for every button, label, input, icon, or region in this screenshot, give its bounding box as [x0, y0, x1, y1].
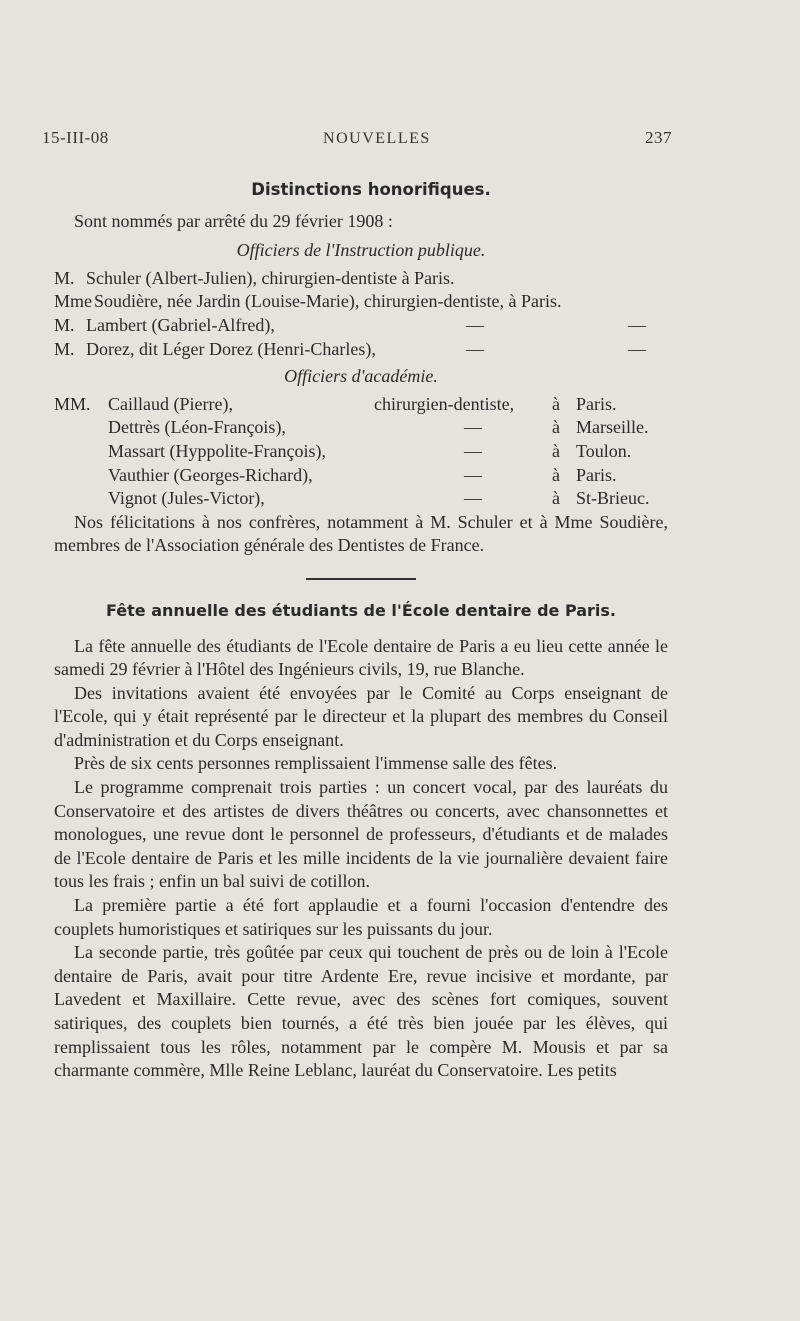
header-title: NOUVELLES: [323, 130, 431, 147]
paragraph: Des invitations avaient été envoyées par le Comité au Corps enseignant de l'Ecole, qui y était représenté par le directeur et la plupart des membres du Conseil d'administration et du Corps enseignant.: [54, 682, 668, 750]
city-preposition: à: [552, 393, 560, 414]
honoree-prefix: MM.: [54, 393, 91, 414]
list-item: [54, 464, 668, 488]
list-officiers-academie: [54, 393, 668, 511]
section-divider: [306, 578, 416, 580]
city-preposition: à: [552, 417, 560, 438]
list-item: [54, 440, 668, 464]
honoree-text: Schuler (Albert-Julien), chirurgien-dentiste à Paris.: [86, 267, 455, 288]
section-title-fete: Fête annuelle des étudiants de l'École dentaire de Paris.: [105, 600, 617, 620]
list-instruction-publique: [54, 267, 668, 361]
intro-line: Sont nommés par arrêté du 29 février 1908 :: [74, 210, 393, 231]
article-body: [54, 178, 668, 1083]
subheading-officiers-academie: Officiers d'académie.: [284, 366, 438, 387]
paragraph: Près de six cents personnes remplissaient l'immense salle des fêtes.: [74, 753, 558, 774]
honoree-city: Toulon.: [576, 440, 632, 461]
list-item: [54, 314, 668, 338]
running-header: [42, 128, 672, 148]
page-number: 237: [645, 128, 672, 147]
honoree-profession: —: [464, 488, 482, 509]
fete-paragraphs: [54, 635, 668, 1083]
honoree-profession: chirurgien-dentiste,: [374, 393, 515, 414]
honoree-profession: —: [464, 417, 482, 438]
honoree-city: St-Brieuc.: [576, 488, 650, 509]
paragraph: Le programme comprenait trois parties : un concert vocal, par des lauréats du Conservatoire et des artistes de divers théâtres ou concerts, avec chansonnettes et monologues, une revue dont le personnel de professeurs, d'étudiants et de malades de l'Ecole dentaire de Paris et les mille incidents de la vie journalière devaient faire tous les frais ; enfin un bal suivi de cotillon.: [54, 777, 668, 892]
honoree-city: Paris.: [576, 464, 617, 485]
list-item: [54, 487, 668, 511]
honoree-name: Dettrès (Léon-François),: [108, 417, 286, 438]
honoree-text: Soudière, née Jardin (Louise-Marie), chirurgien-dentiste, à Paris.: [94, 291, 562, 312]
ditto-mark: —: [628, 338, 646, 359]
honoree-prefix: M.: [54, 314, 75, 335]
ditto-mark: —: [466, 338, 484, 359]
issue-date: 15-III-08: [42, 128, 109, 147]
honoree-city: Marseille.: [576, 417, 649, 438]
city-preposition: à: [552, 440, 560, 461]
honoree-text: Lambert (Gabriel-Alfred),: [86, 314, 275, 335]
honoree-name: Vauthier (Georges-Richard),: [108, 464, 313, 485]
honoree-name: Massart (Hyppolite-François),: [108, 440, 326, 461]
honoree-prefix: M.: [54, 267, 75, 288]
subheading-instruction-publique: Officiers de l'Instruction publique.: [236, 240, 486, 261]
list-item: [54, 267, 668, 291]
honoree-name: Caillaud (Pierre),: [108, 393, 233, 414]
honoree-prefix: Mme: [54, 291, 92, 312]
list-item: [54, 416, 668, 440]
list-item: [54, 393, 668, 417]
ditto-mark: —: [466, 314, 484, 335]
ditto-mark: —: [628, 314, 646, 335]
section-title-distinctions: Distinctions honorifiques.: [251, 180, 491, 199]
honoree-profession: —: [464, 464, 482, 485]
honoree-prefix: M.: [54, 338, 75, 359]
honoree-text: Dorez, dit Léger Dorez (Henri-Charles),: [86, 338, 376, 359]
honoree-name: Vignot (Jules-Victor),: [108, 488, 265, 509]
paragraph: La fête annuelle des étudiants de l'Ecole dentaire de Paris a eu lieu cette année le samedi 29 février à l'Hôtel des Ingénieurs civils, 19, rue Blanche.: [54, 635, 668, 680]
closing-paragraph: Nos félicitations à nos confrères, notamment à M. Schuler et à Mme Soudière, membres de l'Association générale des Dentistes de France.: [54, 511, 668, 556]
honoree-profession: —: [464, 440, 482, 461]
city-preposition: à: [552, 488, 560, 509]
paragraph: La première partie a été fort applaudie et a fourni l'occasion d'entendre des couplets humoristiques et satiriques sur les puissants du jour.: [54, 895, 668, 939]
list-item: [54, 338, 668, 362]
honoree-city: Paris.: [576, 393, 617, 414]
city-preposition: à: [552, 464, 560, 485]
paragraph: La seconde partie, très goûtée par ceux qui touchent de près ou de loin à l'Ecole dentaire de Paris, avait pour titre Ardente Ere, revue incisive et mordante, par Lavedent et Maxillaire. Cette revue, avec des scènes fort comiques, souvent satiriques, des couplets bien tournés, a été très bien jouée par les élèves, qui remplissaient tous les rôles, notamment par le compère M. Mousis et par sa charmante commère, Mlle Reine Leblanc, lauréat du Conservatoire. Les petits: [54, 942, 668, 1081]
list-item: [54, 290, 668, 314]
